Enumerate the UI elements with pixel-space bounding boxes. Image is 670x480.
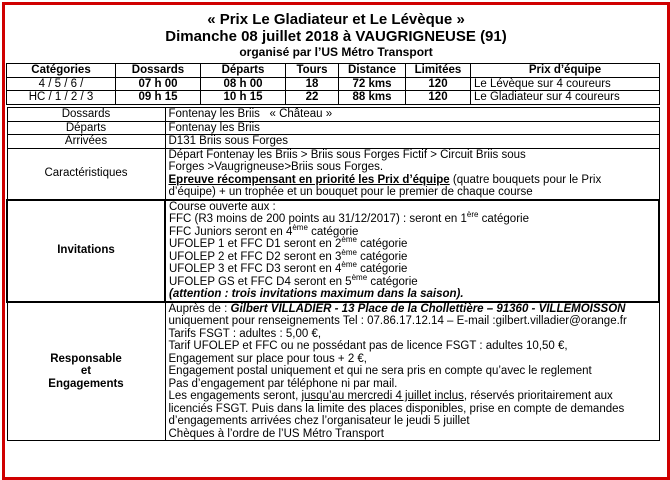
text-line: Départ Fontenay les Briis > Briis sous Forges Fictif > Circuit Briis sous — [168, 148, 526, 161]
text-span: catégorie — [356, 250, 408, 263]
cell-departs: 10 h 15 — [201, 91, 286, 105]
text-span: catégorie — [367, 275, 418, 288]
text-span: (quatre bouquets pour le Prix — [449, 173, 602, 186]
text-line: (attention : trois invitations maximum dans la saison). — [169, 288, 464, 300]
col-dossards: Dossards — [116, 64, 201, 78]
text-line: Tarif UFOLEP et FFC ou ne possédant pas de licence FSGT : adultes 10,50 €, — [168, 340, 568, 352]
text-line: d’équipe) + un trophée et un bouquet pour le premier de chaque course — [168, 186, 533, 198]
text-span: catégorie — [478, 213, 529, 225]
text-line: Forges >Vaugrigneuse>Briis sous Forges. — [168, 161, 384, 173]
col-limitees: Limitées — [406, 64, 471, 78]
cell-categories: HC / 1 / 2 / 3 — [7, 91, 116, 105]
col-prix-equipe: Prix d’équipe — [471, 64, 660, 78]
text-line — [169, 247, 655, 264]
value-arrivees: D131 Briis sous Forges — [165, 135, 659, 149]
row-dossards — [7, 108, 659, 122]
text-line: d’engagements arrivées chez l’organisateur le jeudi 5 juillet — [168, 415, 470, 427]
label-departs: Départs — [7, 121, 165, 135]
cell-distance: 88 kms — [339, 91, 406, 105]
text-line — [169, 222, 655, 239]
text-span: FFC Juniors seront en 4 — [169, 225, 293, 238]
text-span: UFOLEP GS et FFC D4 seront en 5 — [169, 275, 352, 288]
text-span: FFC (R3 moins de 200 points au 31/12/2017) : seront en 1 — [169, 213, 467, 225]
label-line: Responsable — [50, 352, 122, 365]
cell-limitees: 120 — [406, 91, 471, 105]
table-row — [7, 77, 660, 91]
cell-prix-equipe: Le Gladiateur sur 4 coureurs — [471, 91, 660, 105]
col-categories: Catégories — [7, 64, 116, 78]
text-line — [169, 272, 655, 289]
label-caracteristiques: Caractéristiques — [7, 148, 165, 200]
col-distance: Distance — [339, 64, 406, 78]
text-line — [169, 303, 656, 316]
cell-dossards: 07 h 00 — [116, 77, 201, 91]
value-invitations — [165, 200, 659, 302]
col-departs: Départs — [201, 64, 286, 78]
value-dossards: Fontenay les Briis « Château » — [165, 108, 659, 122]
text-line: licenciés FSGT. Puis dans la limite des places disponibles, prise en compte de demandes — [168, 402, 625, 415]
text-span: Auprès de : — [168, 302, 231, 315]
row-engagements — [7, 302, 659, 441]
row-departs — [7, 121, 659, 135]
text-line — [169, 235, 655, 251]
text-span: , réservés prioritairement aux — [463, 390, 613, 402]
row-caracteristiques — [7, 148, 659, 200]
race-organizer: organisé par l’US Métro Transport — [239, 45, 433, 59]
emphasis-text: Epreuve récompensant en priorité les Prix d’équipe — [168, 173, 450, 186]
cell-prix-equipe: Le Lévèque sur 4 coureurs — [471, 77, 660, 91]
cell-departs: 08 h 00 — [201, 77, 286, 91]
deadline-text: jusqu’au mercredi 4 juillet inclus — [301, 390, 464, 402]
row-invitations — [7, 200, 659, 302]
text-span: catégorie — [356, 263, 408, 275]
text-line: Engagement postal uniquement et qui ne sera pris en compte qu’avec le reglement — [168, 365, 592, 377]
text-span: UFOLEP 2 et FFC D2 seront en 3 — [169, 250, 342, 263]
cell-limitees: 120 — [406, 77, 471, 91]
label-arrivees: Arrivées — [7, 135, 165, 149]
text-span: catégorie — [356, 238, 408, 250]
text-line — [169, 390, 656, 403]
label-engagements — [7, 302, 165, 441]
label-line: et — [80, 365, 92, 377]
text-span: catégorie — [307, 225, 359, 238]
label-dossards: Dossards — [7, 108, 165, 122]
text-line: Course ouverte aux : — [169, 200, 276, 213]
race-date-place: Dimanche 08 juillet 2018 à VAUGRIGNEUSE (91) — [165, 28, 507, 45]
superscript: ème — [341, 260, 357, 270]
cell-dossards: 09 h 15 — [116, 91, 201, 105]
text-span: UFOLEP 1 et FFC D1 seront en 2 — [169, 238, 342, 250]
text-line: Pas d’engagement par téléphone ni par mail. — [168, 377, 398, 390]
value-departs: Fontenay les Briis — [165, 121, 659, 135]
superscript: ème — [351, 272, 368, 282]
text-line: Chèques à l’ordre de l’US Métro Transport — [168, 427, 384, 440]
table-row — [7, 91, 660, 105]
label-line: Engagements — [48, 377, 124, 390]
text-line — [169, 210, 655, 226]
superscript: ème — [341, 247, 357, 257]
label-invitations: Invitations — [7, 200, 165, 302]
superscript: ème — [292, 222, 308, 232]
value-engagements — [165, 302, 659, 441]
text-span: Les engagements seront, — [168, 390, 302, 402]
cell-tours: 18 — [286, 77, 339, 91]
schedule-header-row — [7, 64, 660, 78]
col-tours: Tours — [286, 64, 339, 78]
cell-tours: 22 — [286, 91, 339, 105]
row-arrivees — [7, 135, 659, 149]
contact-address: Gilbert VILLADIER - 13 Place de la Chollettière – 91360 - VILLEMOISSON — [230, 302, 626, 315]
superscript: ère — [466, 210, 479, 220]
text-line — [169, 174, 656, 187]
text-line: Tarifs FSGT : adultes : 5,00 €, — [168, 327, 322, 340]
race-title: « Prix Le Gladiateur et Le Lévèque » — [207, 11, 465, 28]
text-line: Engagement sur place pour tous + 2 €, — [168, 352, 368, 365]
schedule-table — [6, 63, 660, 105]
cell-categories: 4 / 5 / 6 / — [7, 77, 116, 91]
info-table — [6, 107, 660, 441]
superscript: ème — [341, 235, 357, 245]
text-line: uniquement pour renseignements Tel : 07.86.17.12.14 – E-mail :gilbert.villadier@orange.fr — [168, 315, 627, 327]
value-caracteristiques — [165, 148, 659, 200]
text-span: UFOLEP 3 et FFC D3 seront en 4 — [169, 263, 342, 275]
cell-distance: 72 kms — [339, 77, 406, 91]
text-line — [169, 260, 655, 276]
